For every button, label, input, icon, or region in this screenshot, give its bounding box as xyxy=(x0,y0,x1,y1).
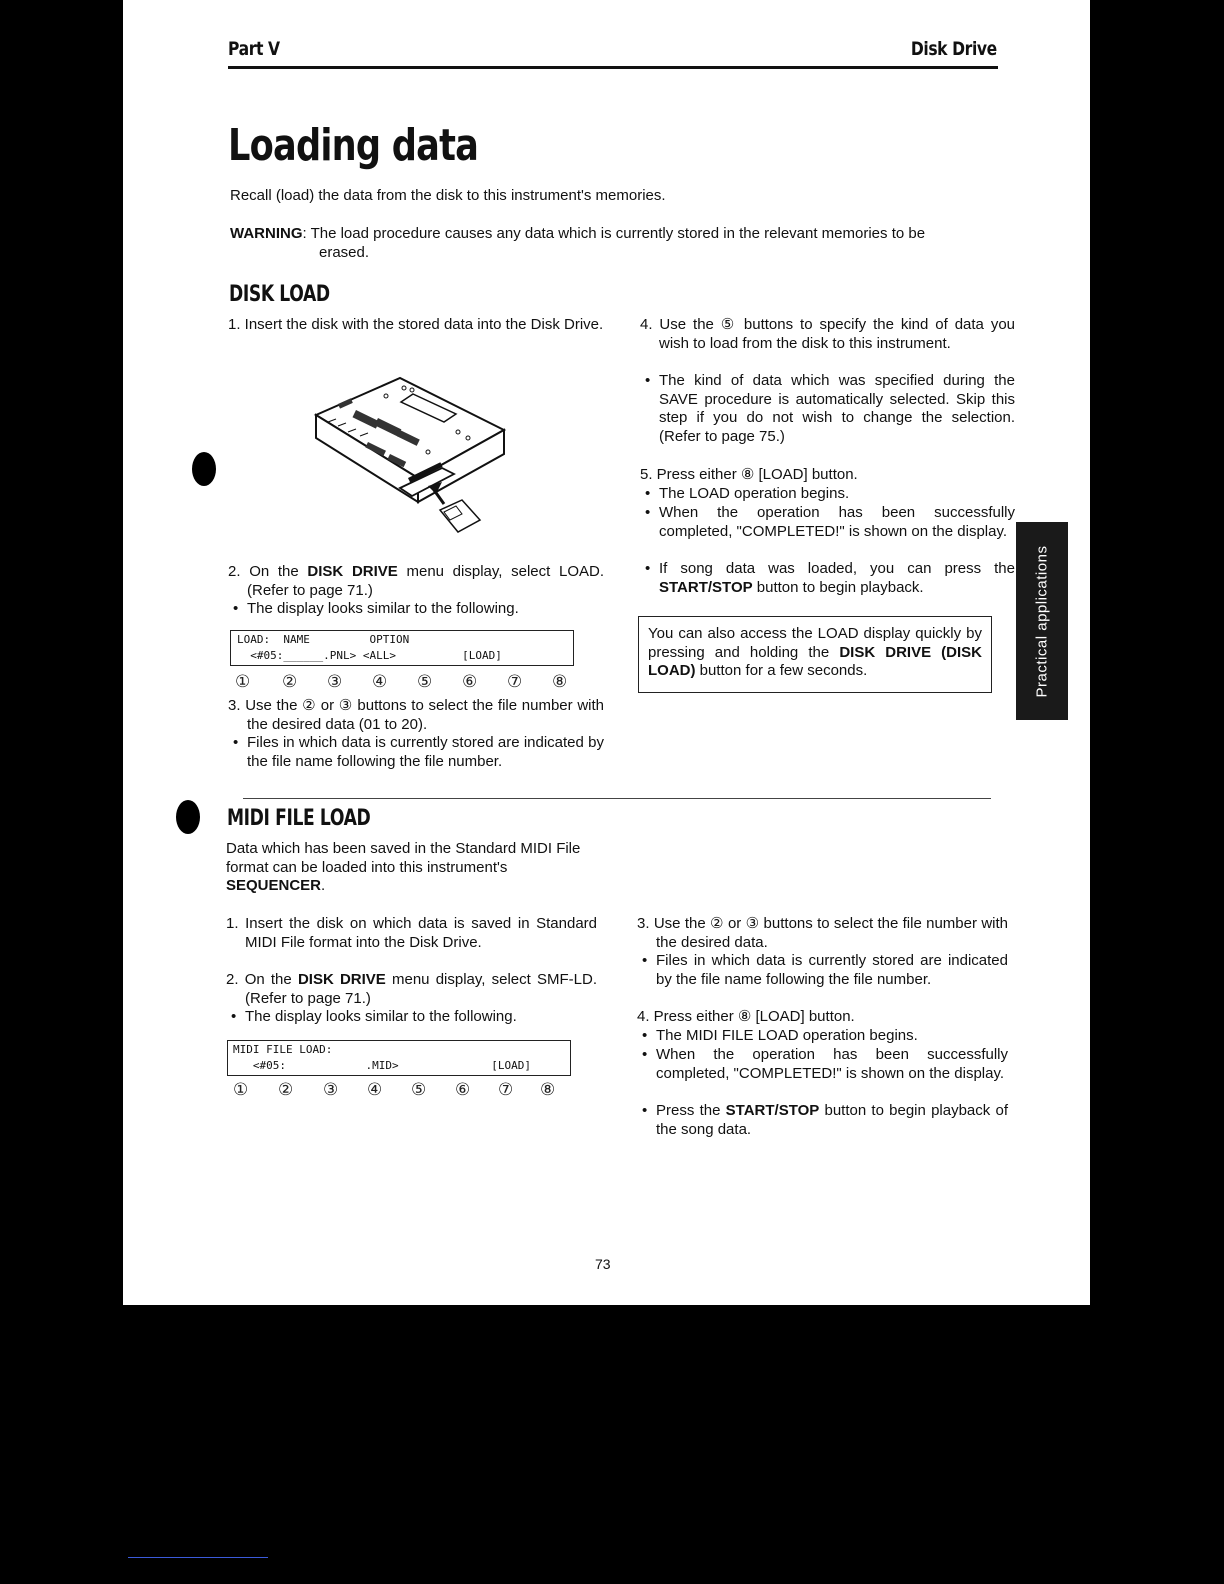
load-lcd-display xyxy=(230,630,574,666)
midi-intro-post: . xyxy=(321,877,326,895)
bullet-text: Files in which data is currently stored are indicated by the file name following the file number. xyxy=(656,952,1008,988)
midi-step4: 4. Press either ⑧ [LOAD] button. xyxy=(637,1008,855,1025)
display-button-2[interactable]: ② xyxy=(278,1080,294,1099)
manual-page xyxy=(123,0,1090,1305)
disk-load-step5-b1: • The LOAD operation begins. xyxy=(645,485,850,502)
bullet-bold: START/STOP xyxy=(659,578,753,596)
bullet-bold: START/STOP xyxy=(725,1102,820,1119)
display-button-4[interactable]: ④ xyxy=(367,1080,383,1099)
midi-step4-b1: • The MIDI FILE LOAD operation begins. xyxy=(642,1027,918,1044)
header-rule xyxy=(228,66,998,69)
display-button-8[interactable]: ⑧ xyxy=(540,1080,556,1099)
display-button-5[interactable]: ⑤ xyxy=(417,672,433,691)
display-button-1[interactable]: ① xyxy=(233,1080,249,1099)
load-button-row xyxy=(230,672,580,694)
step2-post: menu display, select SMF-LD. (Refer to page 71.) xyxy=(245,971,598,1007)
display-button-7[interactable]: ⑦ xyxy=(507,672,523,691)
lcd-row2: <#05: .MID> [LOAD] xyxy=(233,1059,532,1072)
bullet-text: Files in which data is currently stored are indicated by the file name following the file number. xyxy=(247,734,604,770)
disk-load-step2 xyxy=(228,563,604,600)
display-button-6[interactable]: ⑥ xyxy=(455,1080,471,1099)
display-button-6[interactable]: ⑥ xyxy=(462,672,478,691)
midi-button-row xyxy=(227,1080,577,1102)
step2-pre: 2. On the xyxy=(226,971,298,988)
disk-load-step3: 3. Use the ② or ③ buttons to select the file number with the desired data (01 to 20). xyxy=(228,697,604,733)
midi-step4-b3: • Press the START/STOP button to begin playback of the song data. xyxy=(642,1102,1008,1138)
step2-bold: DISK DRIVE xyxy=(307,563,398,580)
binder-hole-bottom xyxy=(176,800,200,834)
side-tab xyxy=(1016,522,1068,720)
disk-load-step4-bullet: • The kind of data which was specified during the SAVE procedure is automatically selected. Skip this step if you do not wish to change the selection. (Refer to page 75.) xyxy=(645,372,1015,446)
bullet-text: The display looks similar to the following. xyxy=(247,600,519,617)
step2-pre: 2. On the xyxy=(228,563,308,580)
midi-step3-bullet: • Files in which data is currently stored are indicated by the file name following the file number. xyxy=(642,952,1008,988)
tip-text: You can also access the LOAD display quickly by pressing and holding the xyxy=(648,625,982,661)
bullet-text: The LOAD operation begins. xyxy=(659,485,850,502)
display-button-2[interactable]: ② xyxy=(282,672,298,691)
section-divider xyxy=(243,798,991,799)
tip-text-post: button for a few seconds. xyxy=(695,662,868,680)
midi-lcd-display xyxy=(227,1040,571,1076)
midi-step3: 3. Use the ② or ③ buttons to select the file number with the desired data. xyxy=(637,915,1008,951)
page-number: 73 xyxy=(595,1256,611,1272)
binder-hole-top xyxy=(192,452,216,486)
display-button-3[interactable]: ③ xyxy=(327,672,343,691)
lcd-row1: LOAD: NAME OPTION xyxy=(237,633,410,646)
midi-step4-b2: • When the operation has been successfully completed, "COMPLETED!" is shown on the display. xyxy=(642,1046,1008,1082)
warning-block xyxy=(230,225,1000,262)
midi-step2 xyxy=(226,971,597,1008)
header-part: Part V xyxy=(228,38,280,60)
warning-cont: erased. xyxy=(319,243,370,261)
midi-step2-bullet: • The display looks similar to the following. xyxy=(231,1008,517,1025)
warning-label: WARNING xyxy=(230,225,303,242)
step2-post: menu display, select LOAD. (Refer to page 71.) xyxy=(247,563,604,599)
display-button-5[interactable]: ⑤ xyxy=(411,1080,427,1099)
lcd-row1: MIDI FILE LOAD: xyxy=(233,1043,333,1056)
bullet-text: If song data was loaded, you can press the xyxy=(659,560,1015,577)
midi-file-load-heading: MIDI FILE LOAD xyxy=(227,806,371,831)
midi-intro xyxy=(226,840,584,896)
display-button-3[interactable]: ③ xyxy=(323,1080,339,1099)
bullet-text: Press the xyxy=(656,1102,726,1119)
disk-load-step4: 4. Use the ⑤ buttons to specify the kind of data you wish to load from the disk to this instrument. xyxy=(640,316,1015,352)
disk-load-step5-b3: • If song data was loaded, you can press the START/STOP button to begin playback. xyxy=(645,560,1015,596)
lcd-row2: <#05:______.PNL> <ALL> [LOAD] xyxy=(237,649,502,662)
bullet-text: The MIDI FILE LOAD operation begins. xyxy=(656,1027,918,1044)
bullet-text: When the operation has been successfully completed, "COMPLETED!" is shown on the display. xyxy=(659,504,1015,540)
page-title: Loading data xyxy=(228,120,479,171)
tip-bold: DISK DRIVE (DISK LOAD) xyxy=(648,643,982,680)
intro-text: Recall (load) the data from the disk to this instrument's memories. xyxy=(230,187,666,204)
display-button-8[interactable]: ⑧ xyxy=(552,672,568,691)
midi-step1: 1. Insert the disk on which data is saved in Standard MIDI File format into the Disk Drive. xyxy=(226,915,597,951)
disk-load-step2-bullet: • The display looks similar to the following. xyxy=(233,600,519,617)
warning-text: : The load procedure causes any data which is currently stored in the relevant memories to be xyxy=(302,225,926,242)
side-tab-label: Practical applications xyxy=(1033,545,1051,697)
header-section: Disk Drive xyxy=(911,38,997,60)
display-button-4[interactable]: ④ xyxy=(372,672,388,691)
tip-box xyxy=(638,616,992,693)
display-button-7[interactable]: ⑦ xyxy=(498,1080,514,1099)
disk-load-step5: 5. Press either ⑧ [LOAD] button. xyxy=(640,466,858,483)
step2-bold: DISK DRIVE xyxy=(297,971,386,988)
bullet-text-post: button to begin playback. xyxy=(752,578,924,596)
disk-load-step5-b2: • When the operation has been successfully completed, "COMPLETED!" is shown on the display. xyxy=(645,504,1015,540)
bullet-text: The kind of data which was specified during the SAVE procedure is automatically selected. Skip this step if you do not wish to change the selection. (Refer to page 75.) xyxy=(659,372,1015,446)
midi-intro-text: Data which has been saved in the Standard MIDI File format can be loaded into this instrument's xyxy=(226,840,581,876)
disk-load-step3-bullet: • Files in which data is currently stored are indicated by the file name following the file number. xyxy=(233,734,604,770)
display-button-1[interactable]: ① xyxy=(235,672,251,691)
disk-load-step1: 1. Insert the disk with the stored data into the Disk Drive. xyxy=(228,316,604,333)
bullet-text: When the operation has been successfully completed, "COMPLETED!" is shown on the display. xyxy=(656,1046,1008,1082)
disk-load-heading: DISK LOAD xyxy=(229,282,330,307)
bullet-text-post: button to begin playback of the song data. xyxy=(656,1102,1008,1138)
midi-intro-bold: SEQUENCER xyxy=(226,877,322,895)
bullet-text: The display looks similar to the following. xyxy=(245,1008,517,1025)
scan-edge-line xyxy=(128,1557,268,1558)
instrument-illustration xyxy=(308,370,508,540)
